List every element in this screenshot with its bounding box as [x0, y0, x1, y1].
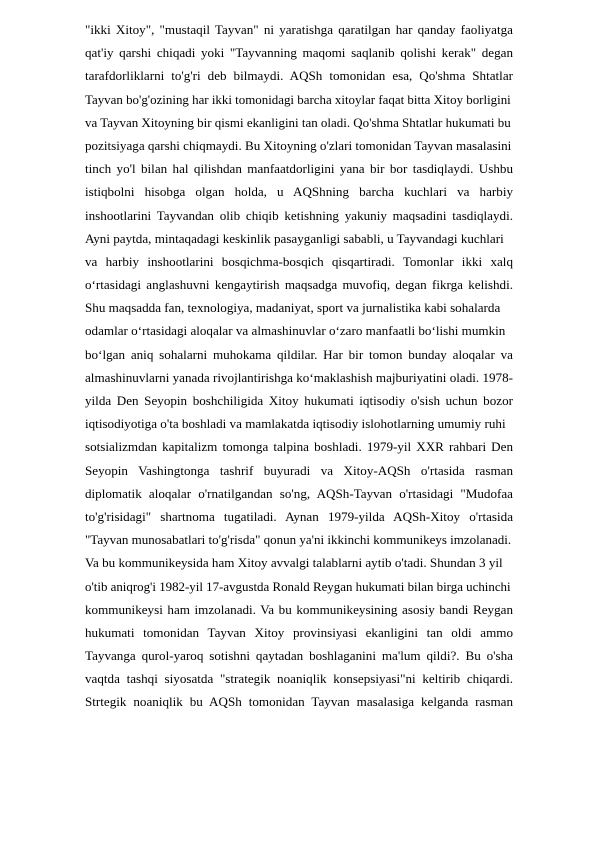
text-line: qat'iy qarshi chiqadi yoki "Tayvanning maqomi saqlanib qolishi kerak" degan — [85, 45, 513, 61]
text-line: sotsializmdan kapitalizm tomonga talpina boshladi. 1979-yil XXR rahbari Den — [85, 439, 513, 455]
text-line: va harbiy inshootlarini bosqichma-bosqich qisqartiradi. Tomonlar ikki xalq — [85, 253, 513, 269]
text-line: istiqbolni hisobga olgan holda, u AQShning barcha kuchlari va harbiy — [85, 184, 513, 200]
body-paragraph — [85, 18, 513, 714]
text-line: vaqtda tashqi siyosatda "strategik noaniqlik konsepsiyasi"ni keltirib chiqardi. — [85, 671, 513, 687]
text-line: pozitsiyaga qarshi chiqmaydi. Bu Xitoyning o'zlari tomonidan Tayvan masalasini — [85, 137, 512, 153]
text-line: "Tayvan munosabatlari to'g'risda" qonun ya'ni ikkinchi kommunikeys imzolanadi. — [85, 532, 512, 548]
text-line: Va bu kommunikeysida ham Xitoy avvalgi talablarni aytib o'tadi. Shundan 3 yil — [85, 555, 503, 571]
text-line: va Tayvan Xitoyning bir qismi ekanligini tan oladi. Qo'shma Shtatlar hukumati bu — [85, 114, 511, 130]
text-line: o'tib aniqrog'i 1982-yil 17-avgustda Ronald Reygan hukumati bilan birga uchinchi — [85, 578, 511, 594]
text-line: kommunikeysi ham imzolanadi. Va bu kommunikeysining asosiy bandi Reygan — [85, 601, 513, 617]
text-line: o‘rtasidagi anglashuvni kengaytirish maqsadga muvofiq, degan fikrga kelishdi. — [85, 277, 513, 293]
text-line: Seyopin Vashingtonga tashrif buyuradi va Xitoy-AQSh o'rtasida rasman — [85, 462, 513, 478]
text-line: iqtisodiyotiga o'ta boshladi va mamlakatda iqtisodiy islohotlarning umumiy ruhi — [85, 416, 506, 432]
text-line: odamlar o‘rtasidagi aloqalar va almashinuvlar o‘zaro manfaatli bo‘lishi mumkin — [85, 323, 506, 339]
text-line: inshootlarini Tayvandan olib chiqib ketishning yakuniy maqsadini tasdiqlaydi. — [85, 207, 513, 223]
text-line: Shu maqsadda fan, texnologiya, madaniyat, sport va jurnalistika kabi sohalarda — [85, 300, 501, 316]
text-line: diplomatik aloqalar o'rnatilgandan so'ng, AQSh-Tayvan o'rtasidagi "Mudofaa — [85, 485, 513, 501]
text-line: Tayvanga qurol-yaroq sotishni qaytadan boshlaganini ma'lum qildi?. Bu o'sha — [85, 648, 513, 664]
text-line: "ikki Xitoy", "mustaqil Tayvan" ni yaratishga qaratilgan har qanday faoliyatga — [85, 22, 513, 37]
text-line: bo‘lgan aniq sohalarni muhokama qildilar. Har bir tomon bunday aloqalar va — [85, 346, 513, 362]
text-line: tarafdorliklarni to'g'ri deb bilmaydi. AQSh tomonidan esa, Qo'shma Shtatlar — [85, 68, 513, 84]
text-line: Tayvan bo'g'ozining har ikki tomonidagi barcha xitoylar faqat bitta Xitoy borligini — [85, 91, 511, 107]
text-line: hukumati tomonidan Tayvan Xitoy provinsiyasi ekanligini tan oldi ammo — [85, 624, 513, 640]
text-line: tinch yo'l bilan hal qilishdan manfaatdorligini yana bir bor tasdiqlaydi. Ushbu — [85, 161, 513, 177]
text-line: Strtegik noaniqlik bu AQSh tomonidan Tayvan masalasiga kelganda rasman — [85, 694, 513, 710]
text-line: to'g'risidagi" shartnoma tugatiladi. Aynan 1979-yilda AQSh-Xitoy o'rtasida — [85, 508, 513, 524]
text-line: almashinuvlarni yanada rivojlantirishga ko‘maklashish majburiyatini oladi. 1978- — [85, 369, 513, 385]
text-line: Ayni paytda, mintaqadagi keskinlik pasayganligi sababli, u Tayvandagi kuchlari — [85, 230, 504, 246]
text-line: yilda Den Seyopin boshchiligida Xitoy hukumati iqtisodiy o'sish uchun bozor — [85, 393, 513, 408]
